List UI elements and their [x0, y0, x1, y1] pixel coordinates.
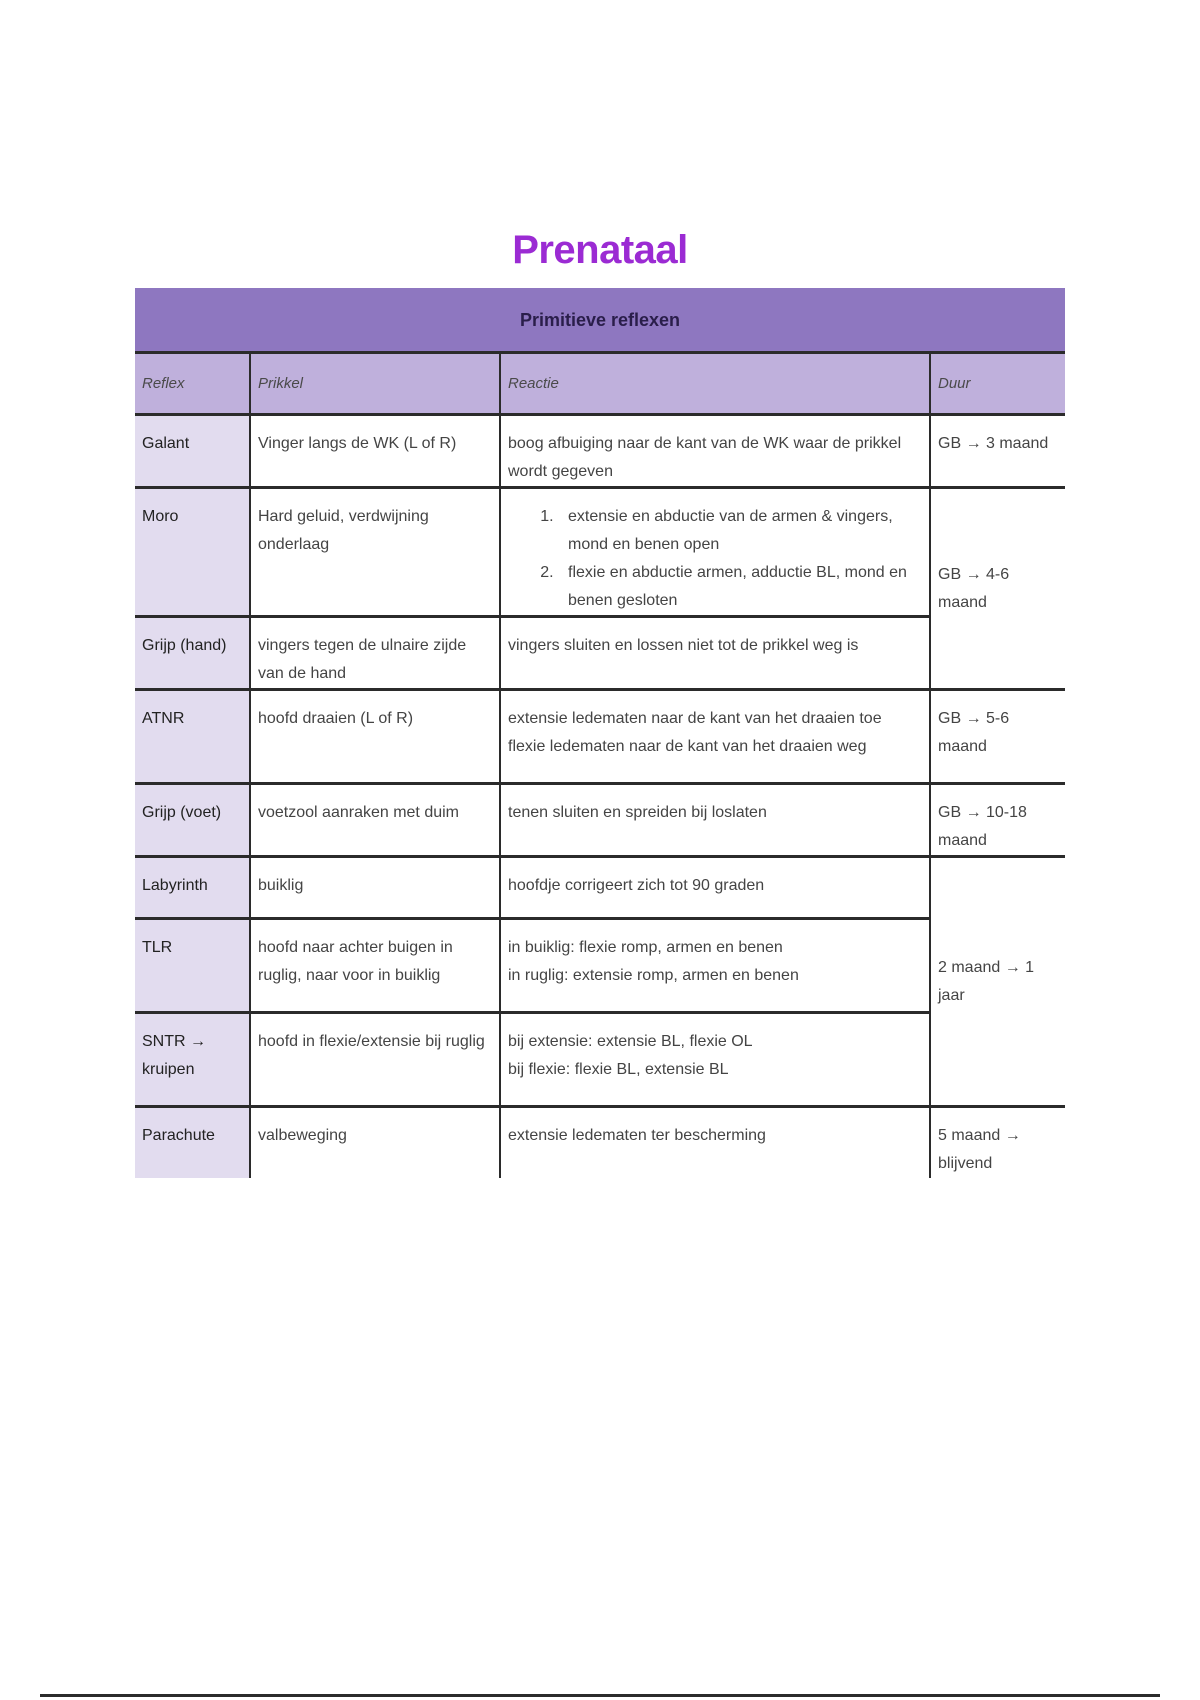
reactie-list-item: 1. extensie en abductie van de armen & vingers, mond en benen open — [558, 503, 922, 559]
table-row — [135, 617, 1065, 690]
reactie-cell — [500, 784, 930, 857]
duur-cell: GB → 5-6 maand — [930, 690, 1065, 784]
table-row — [135, 857, 1065, 919]
reactie-line: hoofdje corrigeert zich tot 90 graden — [508, 877, 765, 894]
reflex-name: Parachute — [135, 1107, 250, 1179]
reactie-line: flexie ledematen naar de kant van het draaien weg — [508, 738, 867, 755]
reactie-line: extensie ledematen naar de kant van het draaien toe — [508, 710, 882, 727]
reactie-cell — [500, 488, 930, 617]
reactie-line: tenen sluiten en spreiden bij loslaten — [508, 804, 767, 821]
reflex-name: TLR — [135, 919, 250, 1013]
reflex-name: SNTR → kruipen — [135, 1013, 250, 1107]
reactie-cell — [500, 1013, 930, 1107]
column-header-reflex: Reflex — [135, 353, 250, 415]
table-row — [135, 919, 1065, 1013]
prikkel-cell: Vinger langs de WK (L of R) — [250, 415, 500, 488]
reactie-list-item: 2. flexie en abductie armen, adductie BL, mond en benen gesloten — [558, 559, 922, 615]
prikkel-cell: valbeweging — [250, 1107, 500, 1179]
reactie-cell — [500, 690, 930, 784]
duur-cell: GB → 4-6 maand — [930, 488, 1065, 690]
reactie-cell — [500, 617, 930, 690]
prikkel-cell: hoofd draaien (L of R) — [250, 690, 500, 784]
duur-cell: GB → 10-18 maand — [930, 784, 1065, 857]
reactie-line: bij extensie: extensie BL, flexie OL — [508, 1033, 753, 1050]
prikkel-cell: vingers tegen de ulnaire zijde van de hand — [250, 617, 500, 690]
table-row — [135, 488, 1065, 617]
table-caption-row — [135, 288, 1065, 353]
prikkel-cell: voetzool aanraken met duim — [250, 784, 500, 857]
reflex-table — [135, 288, 1065, 1178]
table-row — [135, 690, 1065, 784]
duur-cell: 2 maand → 1 jaar — [930, 857, 1065, 1107]
prikkel-cell: hoofd in flexie/extensie bij ruglig — [250, 1013, 500, 1107]
reflex-name: Moro — [135, 488, 250, 617]
reactie-line: in ruglig: extensie romp, armen en benen — [508, 967, 799, 984]
reflex-name: Grijp (voet) — [135, 784, 250, 857]
page-title: Prenataal — [512, 228, 688, 272]
column-header-prikkel: Prikkel — [250, 353, 500, 415]
prikkel-cell: buiklig — [250, 857, 500, 919]
reactie-line: boog afbuiging naar de kant van de WK waar de prikkel wordt gegeven — [508, 435, 902, 480]
reactie-line: extensie ledematen ter bescherming — [508, 1127, 766, 1144]
column-header-reactie: Reactie — [500, 353, 930, 415]
table-row — [135, 415, 1065, 488]
table-header-row — [135, 353, 1065, 415]
reflex-name: Labyrinth — [135, 857, 250, 919]
table-row — [135, 784, 1065, 857]
page-bottom-rule — [40, 1694, 1160, 1697]
table-row — [135, 1107, 1065, 1179]
duur-cell: 5 maand → blijvend — [930, 1107, 1065, 1179]
column-header-duur: Duur — [930, 353, 1065, 415]
reactie-numbered-list — [508, 503, 922, 615]
reflex-name: Galant — [135, 415, 250, 488]
reflex-name: ATNR — [135, 690, 250, 784]
reflex-name: Grijp (hand) — [135, 617, 250, 690]
reactie-cell — [500, 1107, 930, 1179]
duur-cell: GB → 3 maand — [930, 415, 1065, 488]
reactie-line: vingers sluiten en lossen niet tot de prikkel weg is — [508, 637, 859, 654]
reactie-cell — [500, 415, 930, 488]
prikkel-cell: Hard geluid, verdwijning onderlaag — [250, 488, 500, 617]
table-caption: Primitieve reflexen — [135, 288, 1065, 353]
reactie-cell — [500, 857, 930, 919]
reactie-line: in buiklig: flexie romp, armen en benen — [508, 939, 783, 956]
table-row — [135, 1013, 1065, 1107]
prikkel-cell: hoofd naar achter buigen in ruglig, naar voor in buiklig — [250, 919, 500, 1013]
reactie-line: bij flexie: flexie BL, extensie BL — [508, 1061, 729, 1078]
reactie-cell — [500, 919, 930, 1013]
